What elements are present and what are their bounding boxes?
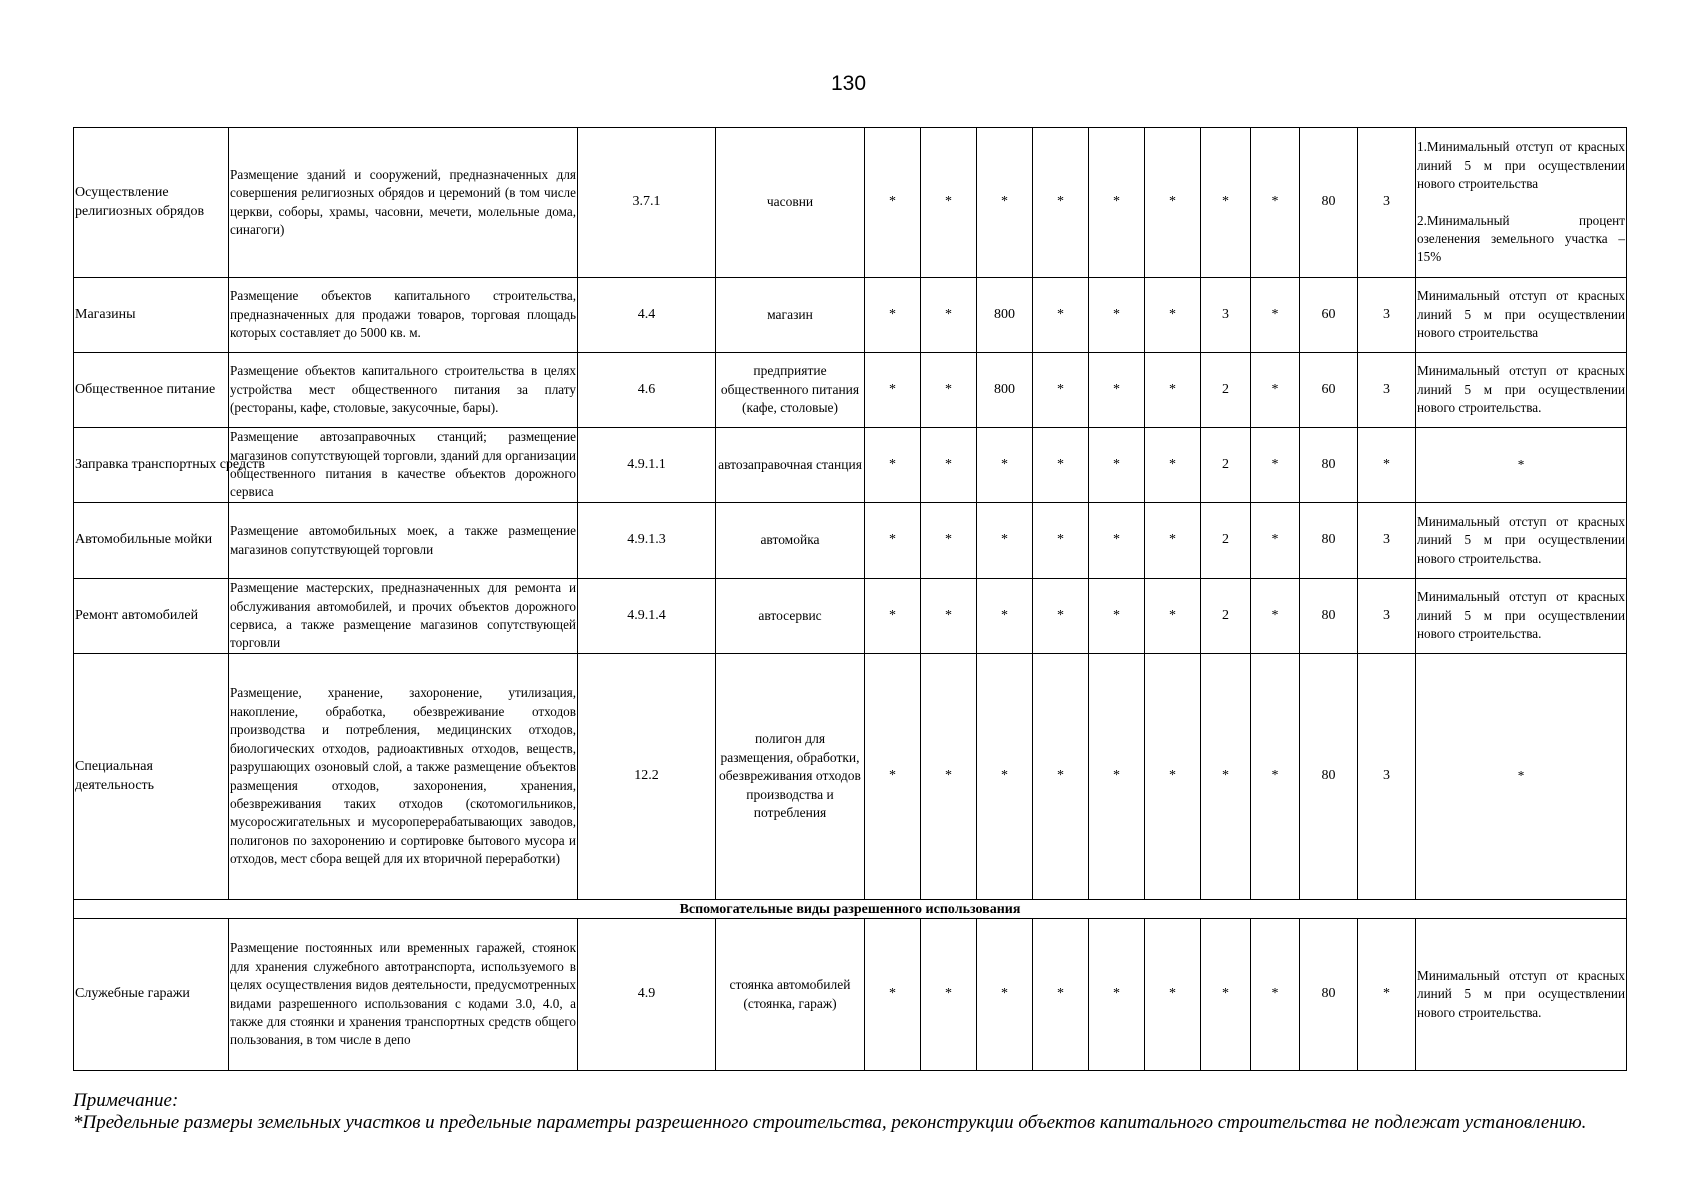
param-cell: * [1089, 503, 1145, 579]
param-cell: 800 [977, 353, 1033, 428]
param-cell: * [1201, 919, 1251, 1071]
use-code: 4.9 [578, 919, 716, 1071]
use-name: Специальная деятельность [74, 654, 229, 900]
param-cell: * [921, 579, 977, 654]
use-description: Размещение объектов капитального строительства, предназначенных для продажи товаров, торговая площадь которых составляет до 5000 кв. м. [229, 278, 578, 353]
land-use-table [73, 127, 1627, 1071]
note-cell: Минимальный отступ от красных линий 5 м при осуществлении нового строительства. [1416, 579, 1627, 654]
param-cell: * [865, 919, 921, 1071]
param-cell: 80 [1300, 919, 1358, 1071]
param-cell: * [921, 353, 977, 428]
note-cell: Минимальный отступ от красных линий 5 м при осуществлении нового строительства. [1416, 503, 1627, 579]
param-cell: * [865, 128, 921, 278]
note-cell: Минимальный отступ от красных линий 5 м при осуществлении нового строительства. [1416, 919, 1627, 1071]
param-cell: 60 [1300, 278, 1358, 353]
param-cell: 80 [1300, 428, 1358, 503]
param-cell: * [977, 579, 1033, 654]
param-cell: * [865, 503, 921, 579]
param-cell: * [1033, 428, 1089, 503]
note-cell: Минимальный отступ от красных линий 5 м при осуществлении нового строительства [1416, 278, 1627, 353]
object-type: полигон для размещения, обработки, обезвреживания отходов производства и потребления [716, 654, 865, 900]
param-cell: 2 [1201, 428, 1251, 503]
param-cell: 80 [1300, 503, 1358, 579]
note-text-2: 2.Минимальный процент озеленения земельного участка – 15% [1417, 212, 1625, 265]
param-cell: * [1358, 428, 1416, 503]
object-type: магазин [716, 278, 865, 353]
param-cell: * [1145, 919, 1201, 1071]
param-cell: * [865, 654, 921, 900]
use-description: Размещение зданий и сооружений, предназначенных для совершения религиозных обрядов и церемоний (в том числе церкви, соборы, храмы, часовни, мечети, молельные дома, синагоги) [229, 128, 578, 278]
table-row [74, 579, 1627, 654]
param-cell: * [1033, 654, 1089, 900]
param-cell: 2 [1201, 579, 1251, 654]
param-cell: * [1145, 428, 1201, 503]
param-cell: * [1358, 919, 1416, 1071]
param-cell: 3 [1358, 278, 1416, 353]
object-type: автомойка [716, 503, 865, 579]
param-cell: * [1201, 654, 1251, 900]
use-description: Размещение автомобильных моек, а также размещение магазинов сопутствующей торговли [229, 503, 578, 579]
footnote [73, 1090, 1633, 1134]
table-row [74, 503, 1627, 579]
use-code: 4.6 [578, 353, 716, 428]
use-description: Размещение объектов капитального строительства в целях устройства мест общественного питания за плату (рестораны, кафе, столовые, закусочные, бары). [229, 353, 578, 428]
param-cell: 2 [1201, 503, 1251, 579]
note-text: 1.Минимальный отступ от красных линий 5 м при осуществлении нового строительства [1417, 139, 1625, 192]
param-cell: * [1251, 278, 1300, 353]
param-cell: * [1145, 278, 1201, 353]
use-name: Ремонт автомобилей [74, 579, 229, 654]
use-code: 3.7.1 [578, 128, 716, 278]
param-cell: 3 [1201, 278, 1251, 353]
param-cell: * [1145, 654, 1201, 900]
param-cell: * [1145, 579, 1201, 654]
note-cell: * [1416, 428, 1627, 503]
object-type: часовни [716, 128, 865, 278]
note-cell [1416, 128, 1627, 278]
param-cell: * [1251, 579, 1300, 654]
param-cell: * [977, 503, 1033, 579]
param-cell: * [1251, 654, 1300, 900]
param-cell: * [1145, 353, 1201, 428]
table-row [74, 428, 1627, 503]
param-cell: * [1033, 919, 1089, 1071]
param-cell: * [921, 919, 977, 1071]
use-description: Размещение, хранение, захоронение, утилизация, накопление, обработка, обезвреживание отходов производства и потребления, медицинских отходов, биологических отходов, радиоактивных отходов, веществ, разрушающих озоновый слой, а также размещение объектов размещения отходов, захоронения, хранения, обезвреживания таких отходов (скотомогильников, мусоросжигательных и мусороперерабатывающих заводов, полигонов по захоронению и сортировке бытового мусора и отходов, мест сбора вещей для их вторичной переработки) [229, 654, 578, 900]
param-cell: * [1145, 503, 1201, 579]
section-header-row [74, 900, 1627, 919]
param-cell: * [865, 353, 921, 428]
param-cell: * [977, 919, 1033, 1071]
use-name: Осуществление религиозных обрядов [74, 128, 229, 278]
param-cell: * [921, 503, 977, 579]
param-cell: 800 [977, 278, 1033, 353]
param-cell: * [1089, 128, 1145, 278]
param-cell: * [1251, 428, 1300, 503]
use-code: 4.9.1.4 [578, 579, 716, 654]
param-cell: * [977, 128, 1033, 278]
param-cell: 80 [1300, 654, 1358, 900]
object-type: предприятие общественного питания (кафе, столовые) [716, 353, 865, 428]
param-cell: * [1089, 428, 1145, 503]
param-cell: * [1251, 919, 1300, 1071]
table-row [74, 654, 1627, 900]
use-code: 4.9.1.1 [578, 428, 716, 503]
param-cell: 80 [1300, 579, 1358, 654]
param-cell: * [1033, 353, 1089, 428]
use-name: Общественное питание [74, 353, 229, 428]
param-cell: 2 [1201, 353, 1251, 428]
param-cell: * [1089, 579, 1145, 654]
param-cell: * [1251, 128, 1300, 278]
use-description: Размещение постоянных или временных гаражей, стоянок для хранения служебного автотранспорта, используемого в целях осуществления видов деятельности, предусмотренных видами разрешенного использования с кодами 3.0, 4.0, а также для стоянки и хранения транспортных средств общего пользования, в том числе в депо [229, 919, 578, 1071]
table-row [74, 919, 1627, 1071]
object-type: автозаправочная станция [716, 428, 865, 503]
param-cell: 3 [1358, 654, 1416, 900]
param-cell: * [1033, 278, 1089, 353]
table-row [74, 128, 1627, 278]
param-cell: * [977, 428, 1033, 503]
param-cell: * [1033, 503, 1089, 579]
use-name: Заправка транспортных средств [74, 428, 229, 503]
param-cell: * [921, 278, 977, 353]
param-cell: * [1089, 654, 1145, 900]
footnote-title: Примечание: [73, 1090, 179, 1111]
param-cell: 60 [1300, 353, 1358, 428]
param-cell: * [1201, 128, 1251, 278]
param-cell: * [921, 128, 977, 278]
object-type: автосервис [716, 579, 865, 654]
note-cell: * [1416, 654, 1627, 900]
param-cell: * [1251, 503, 1300, 579]
param-cell: * [1033, 128, 1089, 278]
param-cell: * [865, 278, 921, 353]
note-cell: Минимальный отступ от красных линий 5 м при осуществлении нового строительства. [1416, 353, 1627, 428]
use-description: Размещение автозаправочных станций; размещение магазинов сопутствующей торговли, зданий для организации общественного питания в качестве объектов дорожного сервиса [229, 428, 578, 503]
param-cell: * [865, 428, 921, 503]
param-cell: 3 [1358, 579, 1416, 654]
param-cell: 3 [1358, 503, 1416, 579]
page-number: 130 [830, 72, 867, 95]
use-name: Магазины [74, 278, 229, 353]
param-cell: * [1251, 353, 1300, 428]
param-cell: * [1089, 278, 1145, 353]
param-cell: 80 [1300, 128, 1358, 278]
param-cell: * [1145, 128, 1201, 278]
use-description: Размещение мастерских, предназначенных для ремонта и обслуживания автомобилей, и прочих объектов дорожного сервиса, а также размещение магазинов сопутствующей торговли [229, 579, 578, 654]
use-code: 4.9.1.3 [578, 503, 716, 579]
param-cell: * [977, 654, 1033, 900]
table-row [74, 278, 1627, 353]
param-cell: * [921, 654, 977, 900]
param-cell: * [865, 579, 921, 654]
param-cell: * [1089, 353, 1145, 428]
param-cell: * [1089, 919, 1145, 1071]
use-name: Автомобильные мойки [74, 503, 229, 579]
param-cell: 3 [1358, 128, 1416, 278]
section-header: Вспомогательные виды разрешенного использования [74, 900, 1627, 919]
param-cell: 3 [1358, 353, 1416, 428]
table-row [74, 353, 1627, 428]
footnote-text: *Предельные размеры земельных участков и предельные параметры разрешенного строительства, реконструкции объектов капитального строительства не подлежат установлению. [73, 1112, 1587, 1133]
object-type: стоянка автомобилей (стоянка, гараж) [716, 919, 865, 1071]
use-code: 4.4 [578, 278, 716, 353]
param-cell: * [921, 428, 977, 503]
param-cell: * [1033, 579, 1089, 654]
use-code: 12.2 [578, 654, 716, 900]
use-name: Служебные гаражи [74, 919, 229, 1071]
